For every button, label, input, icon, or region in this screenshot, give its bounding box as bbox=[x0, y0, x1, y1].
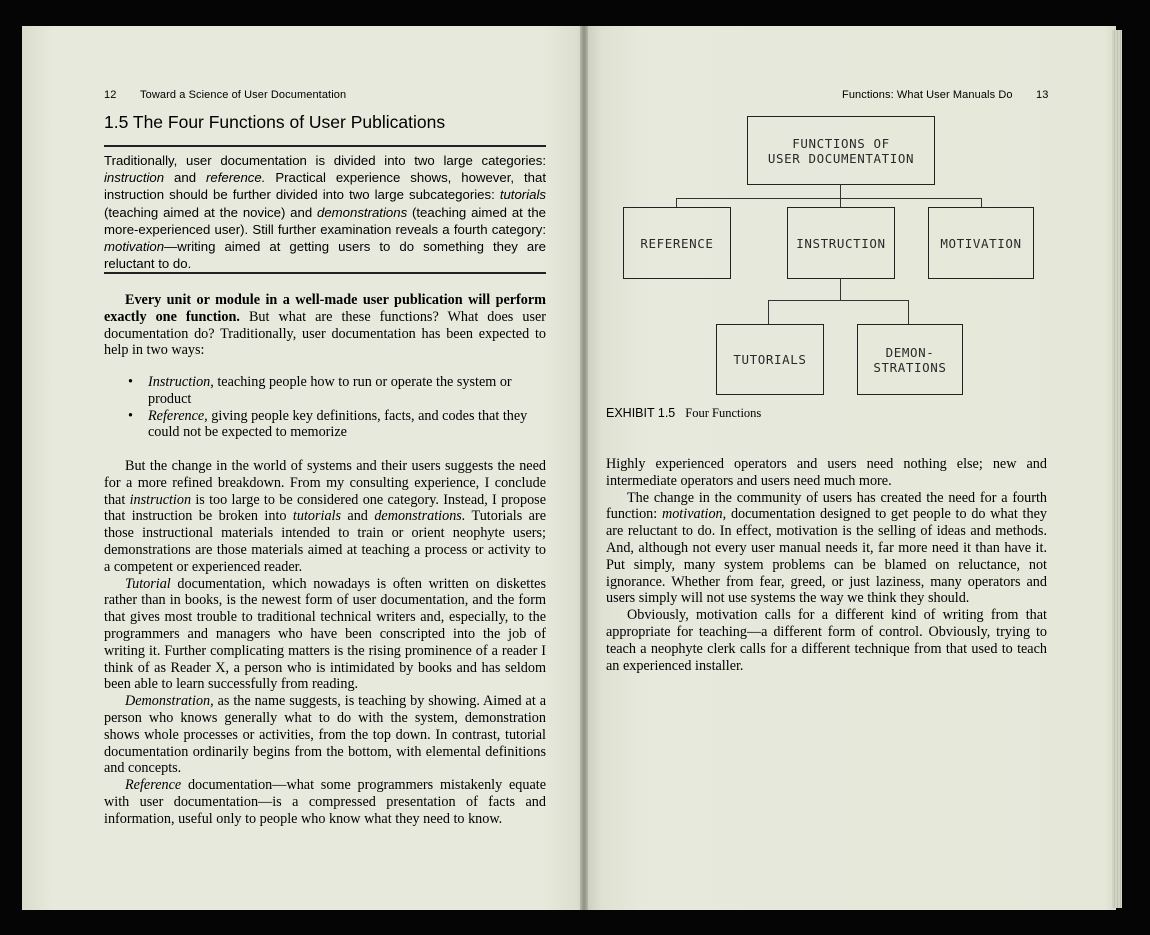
text-run: giving people key definitions, facts, and codes that they could not be expected to memorize bbox=[148, 407, 528, 441]
left-body bbox=[104, 458, 546, 828]
bullet-text bbox=[148, 374, 512, 407]
text-run: (teaching aimed at the novice) and bbox=[104, 204, 317, 220]
connector-instruction-down bbox=[840, 278, 841, 300]
exhibit-label: EXHIBIT 1.5 bbox=[606, 406, 676, 420]
connector-to-motivation bbox=[981, 198, 982, 207]
exhibit-caption bbox=[606, 406, 761, 421]
connector-to-reference bbox=[676, 198, 677, 207]
paragraph-obviously bbox=[606, 607, 1047, 674]
connector-to-tutorials bbox=[768, 300, 769, 324]
text-run: The change in the community of users has created the need for a fourth function: bbox=[606, 489, 1047, 523]
diagram-motivation-box: MOTIVATION bbox=[928, 207, 1034, 279]
text-run: But what are these functions? What does user documentation do? Traditionally, user documentation has been expected to help in two ways: bbox=[104, 308, 546, 359]
italic-run: tutorials bbox=[292, 508, 341, 525]
bullet-item-instruction bbox=[128, 374, 548, 408]
paragraph-demonstration bbox=[104, 693, 546, 777]
diagram-instruction-box: INSTRUCTION bbox=[787, 207, 895, 279]
text-run: Tutorials are those instructional materials intended to train or orient neophyte users; demonstrations are those materials aimed at teaching a process or activity to a competent or experienced reader. bbox=[104, 508, 546, 575]
section-title: 1.5 The Four Functions of User Publications bbox=[104, 112, 446, 132]
italic-run: reference. bbox=[206, 170, 266, 186]
connector-level2-horizontal bbox=[768, 300, 909, 301]
text-run: documentation—what some programmers mistakenly equate with user documentation—is a compressed presentation of facts and information, useful only to people who know what they need to know. bbox=[104, 777, 546, 827]
text-run: Traditionally, user documentation is divided into two large categories: bbox=[104, 153, 546, 168]
paragraph-tutorial bbox=[104, 576, 546, 694]
paragraph-motivation bbox=[606, 490, 1047, 608]
italic-run: tutorials bbox=[499, 187, 546, 203]
intro-paragraph bbox=[104, 292, 546, 359]
bullet-dot: • bbox=[128, 407, 133, 424]
text-run: But the change in the world of systems and their users suggests the need for a more refined breakdown. From my consulting experience, I conclude that bbox=[104, 458, 546, 508]
diagram-reference-box: REFERENCE bbox=[623, 207, 731, 279]
text-run: teaching people how to run or operate the system or product bbox=[148, 374, 512, 407]
intro-paragraph-text bbox=[104, 292, 546, 359]
paragraph-change bbox=[104, 458, 546, 576]
bullet-text bbox=[148, 408, 527, 441]
italic-run: instruction bbox=[129, 491, 192, 508]
italic-run: demonstrations bbox=[317, 204, 408, 220]
page-edges bbox=[1112, 30, 1122, 908]
right-running-head: Functions: What User Manuals Do bbox=[842, 89, 1013, 101]
diagram-tutorials-box: TUTORIALS bbox=[716, 324, 824, 395]
italic-run: Reference, bbox=[148, 407, 208, 424]
root-line-2: USER DOCUMENTATION bbox=[767, 150, 915, 166]
root-line-1: FUNCTIONS OF bbox=[792, 135, 890, 151]
italic-run: Instruction, bbox=[148, 374, 214, 390]
exhibit-title: Four Functions bbox=[685, 406, 762, 420]
text-run: and bbox=[341, 508, 375, 525]
italic-run: Tutorial bbox=[125, 575, 171, 592]
diagram-demonstrations-box bbox=[857, 324, 963, 395]
text-run: Obviously, motivation calls for a different kind of writing from that appropriate for teaching—a different form of control. Obviously, trying to teach a neophyte clerk calls for a different technique from that used to teach an experienced installer. bbox=[606, 607, 1047, 674]
function-bullet-list bbox=[128, 374, 548, 441]
diagram-root-box bbox=[747, 116, 935, 185]
text-run: (teaching aimed at the more-experienced user). Still further examination reveals a fourth category: bbox=[104, 204, 546, 237]
text-run: as the name suggests, is teaching by showing. Aimed at a person who knows generally what to do with the system, demonstration shows whole processes or activities, from the top down. In contrast, tutorial documentation ordinarily begins from the bottom, with elemental definitions and concepts. bbox=[104, 693, 546, 777]
paragraph-reference bbox=[104, 777, 546, 827]
italic-run: instruction bbox=[104, 170, 165, 186]
connector-to-instruction bbox=[840, 198, 841, 207]
book-gutter bbox=[580, 26, 588, 910]
text-run: —writing aimed at getting users to do something they are reluctant to do. bbox=[104, 239, 546, 272]
section-rule-bottom bbox=[104, 272, 546, 274]
italic-run: Demonstration, bbox=[125, 693, 214, 710]
connector-root-down bbox=[840, 184, 841, 198]
text-run: and bbox=[164, 170, 206, 186]
left-running-head: Toward a Science of User Documentation bbox=[140, 89, 347, 101]
bullet-item-reference bbox=[128, 408, 548, 442]
demonstrations-line-1: DEMON- bbox=[885, 344, 935, 360]
italic-run: Reference bbox=[125, 777, 182, 794]
demonstrations-line-2: STRATIONS bbox=[873, 359, 947, 375]
italic-run: motivation bbox=[104, 239, 165, 255]
right-body bbox=[606, 456, 1047, 674]
section-summary bbox=[104, 152, 546, 272]
italic-run: motivation, bbox=[661, 506, 727, 523]
connector-to-demonstrations bbox=[908, 300, 909, 324]
text-run: documentation designed to get people to do what they are reluctant to do. In effect, motivation is the selling of ideas and methods. And, although not every user manual needs it, far more need it than have it. Put simply, many system problems can be blamed on reluctance, not ignorance. Whether from fear, greed, or just laziness, many operators and users simply will not use systems the way we think they should. bbox=[606, 506, 1047, 607]
section-rule-top bbox=[104, 145, 546, 147]
text-run: documentation, which nowadays is often written on diskettes rather than in books, is the newest form of user documentation, and the form that gives most trouble to traditional technical writers and, especially, to the programmers and managers who have been conscripted into the job of writing it. Further complicating matters is the rising prominence of a reader I think of as Reader X, a person who is intimidated by books and has seldom been able to learn successfully from reading. bbox=[104, 575, 546, 693]
bullet-dot: • bbox=[128, 374, 133, 390]
text-run: Highly experienced operators and users need nothing else; new and intermediate operators and users need much more. bbox=[606, 456, 1047, 489]
connector-level1-horizontal bbox=[676, 198, 982, 199]
bold-run: Every unit or module in a well-made user publication will perform exactly one function. bbox=[104, 292, 546, 325]
text-run: is too large to be considered one category. Instead, I propose that instruction be broken into bbox=[104, 491, 546, 525]
left-page-number: 12 bbox=[104, 89, 117, 101]
right-page-number: 13 bbox=[1036, 89, 1049, 101]
paragraph-experienced bbox=[606, 456, 1047, 490]
text-run: Practical experience shows, however, that instruction should be further divided into two large subcategories: bbox=[104, 170, 546, 203]
italic-run: demonstrations. bbox=[374, 508, 466, 525]
